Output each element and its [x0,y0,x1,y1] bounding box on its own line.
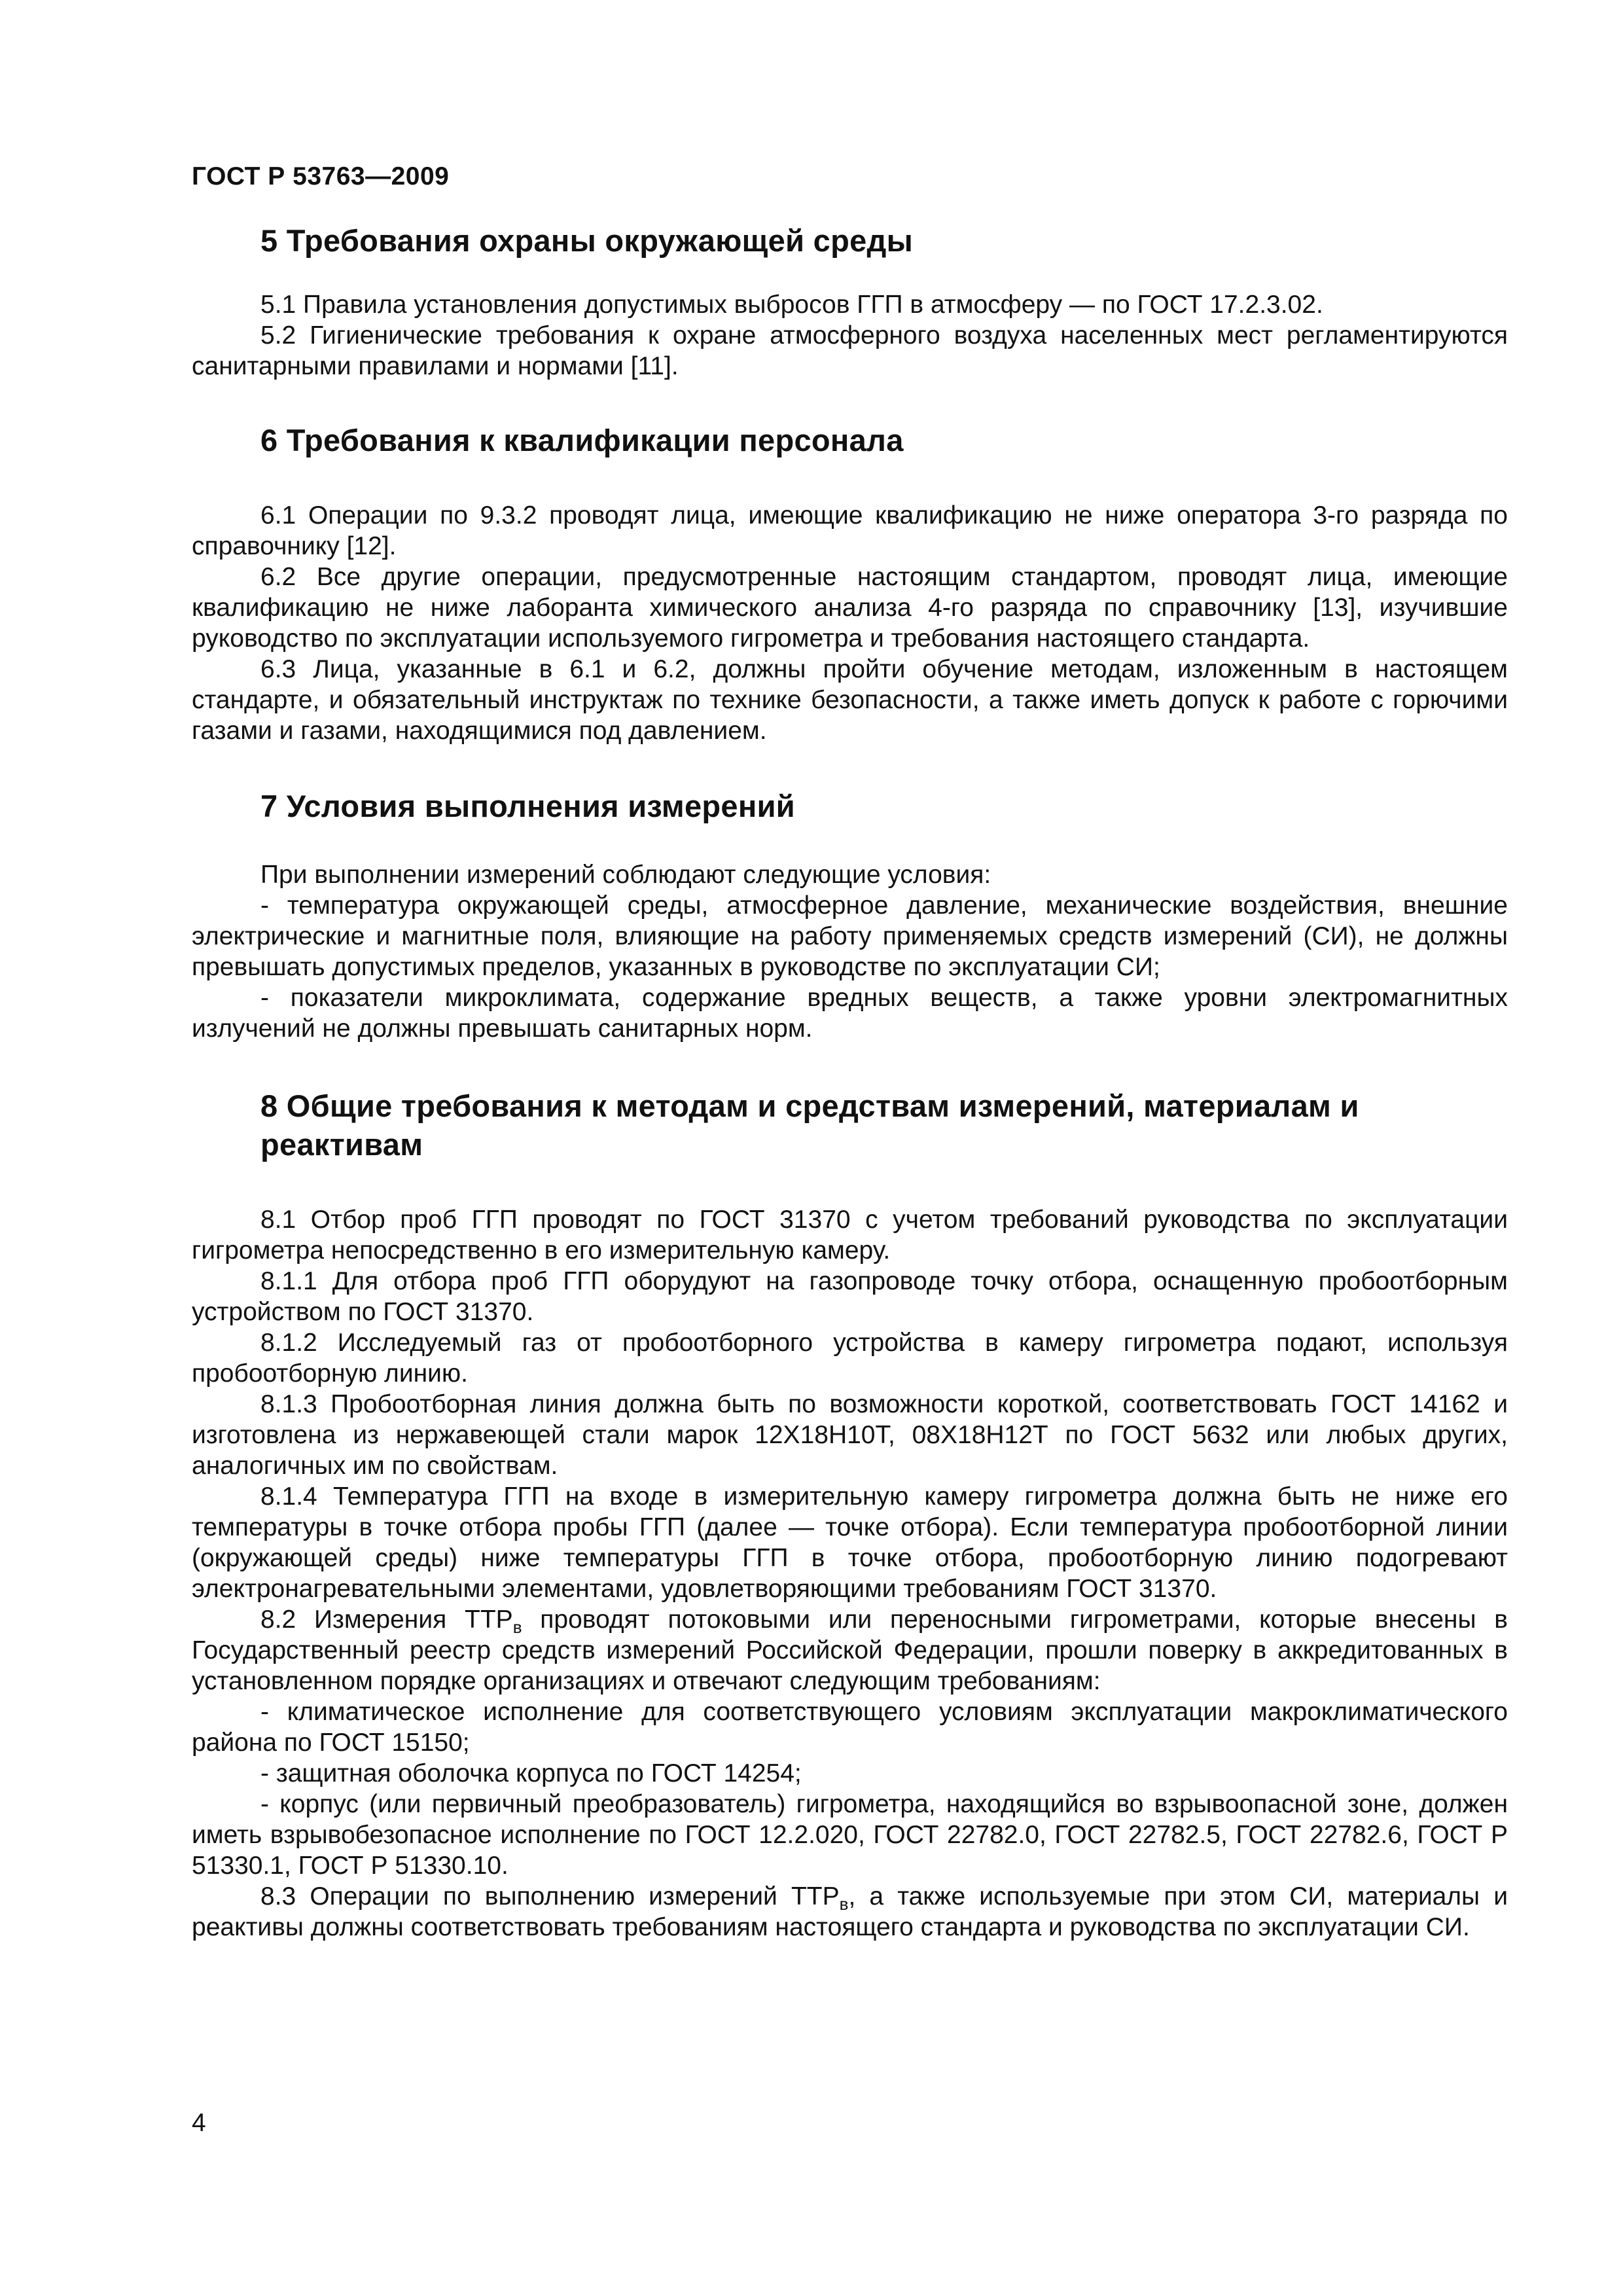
section-7-heading: 7 Условия выполнения измерений [260,789,795,823]
paragraph-8-1-1: 8.1.1 Для отбора проб ГГП оборудуют на газопроводе точку отбора, оснащенную пробоотборным устройством по ГОСТ 31370. [192,1267,1508,1326]
section-5 [192,221,1508,382]
subscript-v: в [512,1617,522,1637]
section-6 [192,421,1508,746]
list-item-8-2-2: - защитная оболочка корпуса по ГОСТ 14254; [260,1759,802,1787]
paragraph-6-2: 6.2 Все другие операции, предусмотренные настоящим стандартом, проводят лица, имеющие квалификацию не ниже лаборанта химического анализа 4-го разряда по справочнику [13], изучившие руководство по эксплуатации используемого гигрометра и требования настоящего стандарта. [192,563,1508,653]
list-item-7-2: - показатели микроклимата, содержание вредных веществ, а также уровни электромагнитных излучений не должны превышать санитарных норм. [192,984,1508,1043]
paragraph-5-1: 5.1 Правила установления допустимых выбросов ГГП в атмосферу — по ГОСТ 17.2.3.02. [260,291,1323,319]
paragraph-8-3-rest: , а также используемые при этом СИ, материалы и реактивы должны соответствовать требованиям настоящего стандарта и руководства по эксплуатации СИ. [192,1882,1508,1941]
paragraph-5-2: 5.2 Гигиенические требования к охране атмосферного воздуха населенных мест регламентируются санитарными правилами и нормами [11]. [192,321,1508,380]
section-6-heading: 6 Требования к квалификации персонала [260,423,904,457]
paragraph-8-1: 8.1 Отбор проб ГГП проводят по ГОСТ 31370 с учетом требований руководства по эксплуатации гигрометра непосредственно в его измерительную камеру. [192,1206,1508,1265]
paragraph-7-intro: При выполнении измерений соблюдают следующие условия: [260,861,991,889]
paragraph-8-1-4: 8.1.4 Температура ГГП на входе в измерительную камеру гигрометра должна быть не ниже его температуры в точке отбора пробы ГГП (далее — точке отбора). Если температура пробоотборной линии (окружающей среды) ниже температуры ГГП в точке отбора, пробоотборную линию подогревают электронагревательными элементами, удовлетворяющими требованиям ГОСТ 31370. [192,1482,1508,1603]
page-number: 4 [192,2109,206,2137]
subscript-v: в [839,1894,849,1914]
paragraph-8-1-2: 8.1.2 Исследуемый газ от пробоотборного устройства в камеру гигрометра подают, используя пробоотборную линию. [192,1329,1508,1388]
paragraph-8-3 [192,1881,1508,1943]
list-item-7-1: - температура окружающей среды, атмосферное давление, механические воздействия, внешние электрические и магнитные поля, влияющие на работу применяемых средств измерений (СИ), не должны превышать допустимых пределов, указанных в руководстве по эксплуатации СИ; [192,891,1508,981]
list-item-8-2-1: - климатическое исполнение для соответствующего условиям эксплуатации макроклиматического района по ГОСТ 15150; [192,1698,1508,1757]
paragraph-6-3: 6.3 Лица, указанные в 6.1 и 6.2, должны пройти обучение методам, изложенным в настоящем стандарте, и обязательный инструктаж по технике безопасности, а также иметь допуск к работе с горючими газами и газами, находящимися под давлением. [192,655,1508,745]
paragraph-8-2-rest: проводят потоковыми или переносными гигрометрами, которые внесены в Государственный реестр средств измерений Российской Федерации, прошли поверку в аккредитованных в установленном порядке организациях и отвечают следующим требованиям: [192,1605,1508,1695]
section-8-heading: 8 Общие требования к методам и средствам измерений, материалам и реактивам [260,1088,1359,1162]
paragraph-6-1: 6.1 Операции по 9.3.2 проводят лица, имеющие квалификацию не ниже оператора 3-го разряда по справочнику [12]. [192,501,1508,560]
section-8 [192,1086,1508,1943]
section-5-heading: 5 Требования охраны окружающей среды [260,223,914,258]
paragraph-8-2 [192,1604,1508,1696]
page-content [192,221,1508,1943]
section-7 [192,787,1508,1044]
paragraph-8-2-start: 8.2 Измерения ТТР [260,1605,513,1634]
paragraph-8-1-3: 8.1.3 Пробоотборная линия должна быть по возможности короткой, соответствовать ГОСТ 14162 и изготовлена из нержавеющей стали марок 12Х18Н10Т, 08Х18Н12Т по ГОСТ 5632 или любых других, аналогичных им по свойствам. [192,1390,1508,1480]
list-item-8-2-3: - корпус (или первичный преобразователь) гигрометра, находящийся во взрывоопасной зоне, должен иметь взрывобезопасное исполнение по ГОСТ 12.2.020, ГОСТ 22782.0, ГОСТ 22782.5, ГОСТ 22782.6, ГОСТ Р 51330.1, ГОСТ Р 51330.10. [192,1790,1508,1880]
document-id: ГОСТ Р 53763—2009 [192,162,450,190]
paragraph-8-3-start: 8.3 Операции по выполнению измерений ТТР [260,1882,840,1910]
